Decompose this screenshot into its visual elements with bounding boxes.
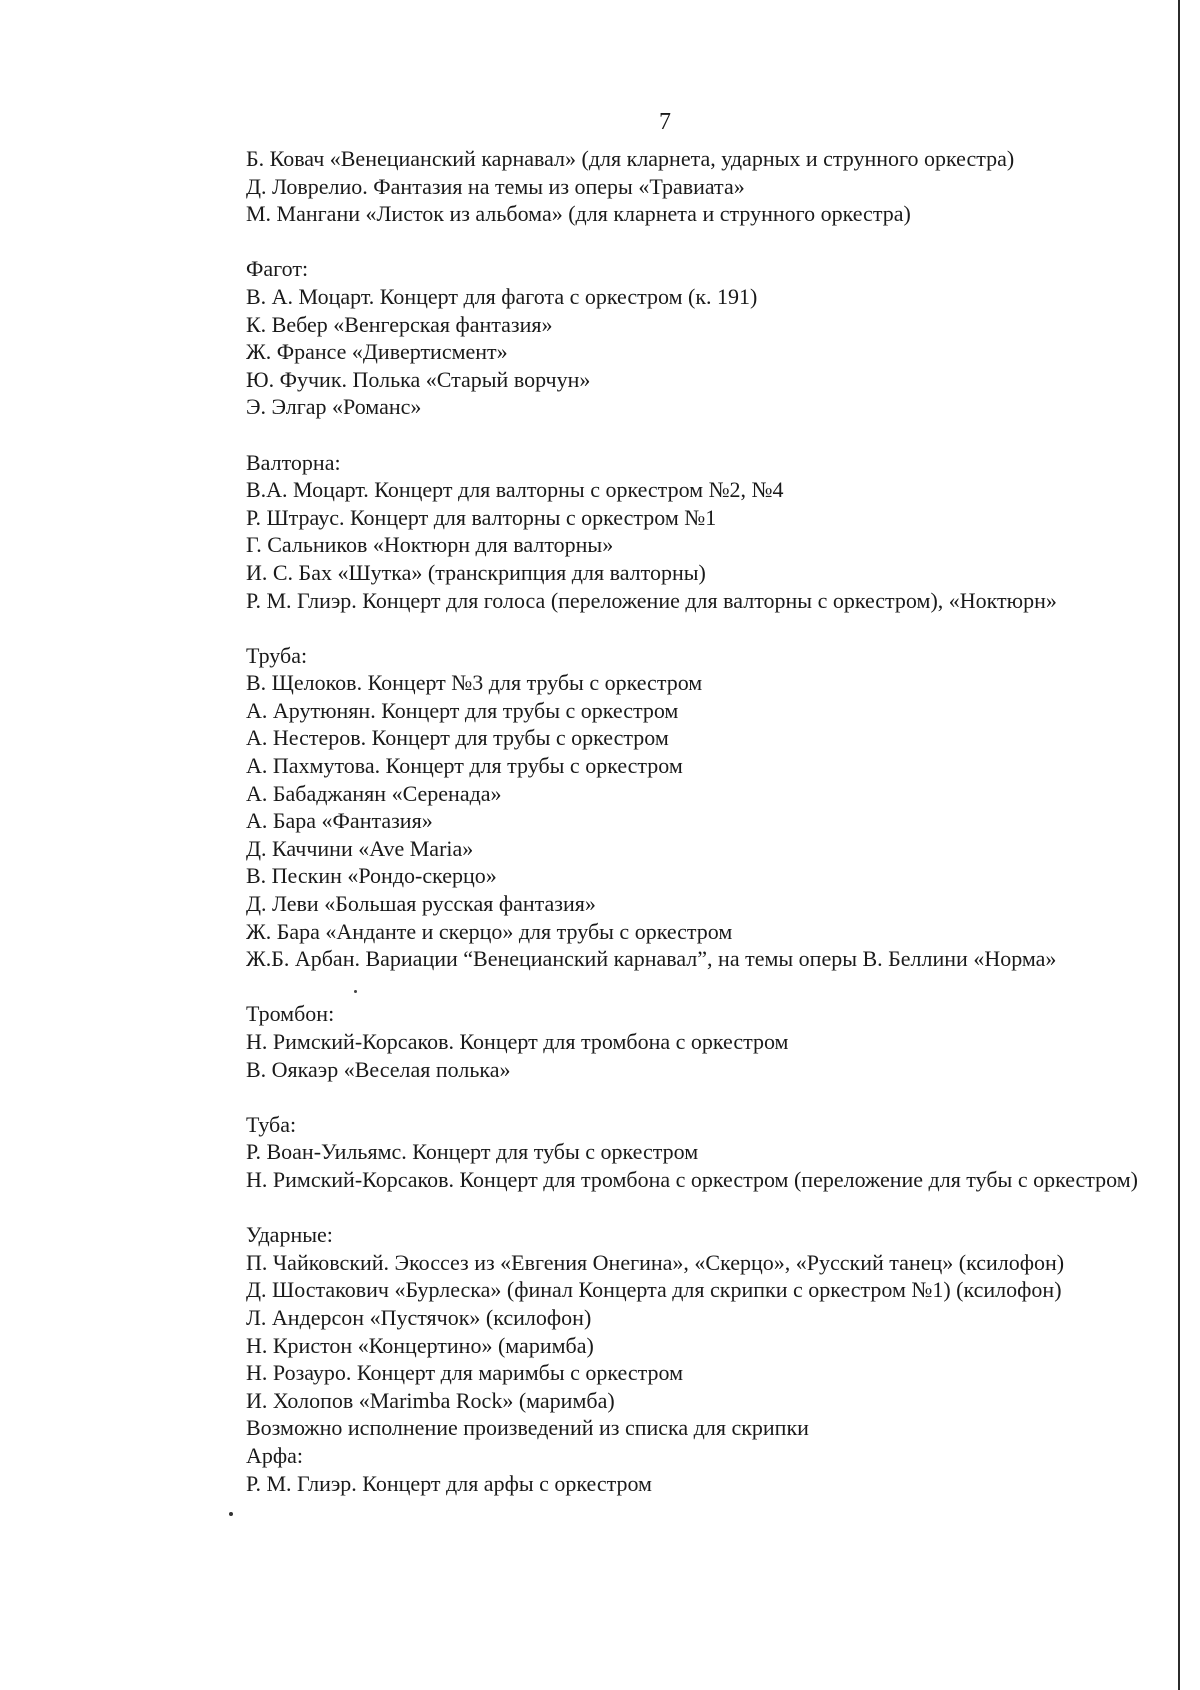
list-item: А. Бара «Фантазия» — [246, 808, 433, 834]
list-item: Б. Ковач «Венецианский карнавал» (для кларнета, ударных и струнного оркестра) — [246, 146, 1015, 171]
list-item: В. А. Моцарт. Концерт для фагота с оркестром (к. 191) — [246, 283, 758, 309]
list-item: Р. М. Глиэр. Концерт для арфы с оркестром — [246, 1470, 652, 1496]
list-item: Д. Ловрелио. Фантазия на темы из оперы «Травиата» — [246, 173, 745, 199]
list-item: Н. Кристон «Концертино» (маримба) — [246, 1332, 594, 1358]
list-item: В. Пескин «Рондо-скерцо» — [246, 863, 497, 889]
list-item: Ж.Б. Арбан. Вариации “Венецианский карнавал”, на темы оперы В. Беллини «Норма» — [246, 946, 1057, 972]
repertoire-list — [173, 145, 1143, 1497]
list-item: Р. М. Глиэр. Концерт для голоса (переложение для валторны с оркестром), «Ноктюрн» — [246, 587, 1057, 613]
list-item: Ю. Фучик. Полька «Старый ворчун» — [246, 366, 591, 392]
list-item: А. Бабаджанян «Серенада» — [246, 780, 502, 806]
list-item-wrapped: П. Чайковский. Экоссез из «Евгения Онегина», «Скерцо», «Русский танец» (ксилофон) — [246, 1249, 1065, 1275]
list-item: Р. Воан-Уильямс. Концерт для тубы с оркестром — [246, 1139, 699, 1165]
list-item: Д. Шостакович «Бурлеска» (финал Концерта для скрипки с оркестром №1) (ксилофон) — [246, 1277, 1062, 1303]
list-item: А. Арутюнян. Концерт для трубы с оркестром — [246, 697, 679, 723]
list-item: Д. Каччини «Ave Maria» — [246, 835, 474, 861]
page-number: 7 — [659, 109, 671, 135]
list-item: Л. Андерсон «Пустячок» (ксилофон) — [246, 1304, 592, 1330]
list-item: Ж. Франсе «Дивертисмент» — [246, 339, 508, 365]
section-heading-valtorna: Валторна: — [246, 449, 341, 475]
section-heading-trombon: Тромбон: — [246, 1001, 335, 1027]
list-item: И. Холопов «Marimba Rock» (маримба) — [246, 1387, 615, 1413]
list-item: Д. Леви «Большая русская фантазия» — [246, 891, 596, 917]
scan-speck — [354, 990, 357, 993]
section-heading-tuba: Туба: — [246, 1111, 297, 1137]
list-item: Н. Римский-Корсаков. Концерт для тромбона с оркестром — [246, 1029, 789, 1054]
list-item-wrapped: Н. Римский-Корсаков. Концерт для тромбона с оркестром (переложение для тубы с оркестром) — [246, 1166, 1139, 1192]
list-item: В. Оякаэр «Веселая полька» — [246, 1056, 511, 1082]
list-item: Р. Штраус. Концерт для валторны с оркестром №1 — [246, 504, 717, 530]
section-heading-truba: Труба: — [246, 642, 308, 668]
list-item: Г. Сальников «Ноктюрн для валторны» — [246, 532, 614, 558]
list-item: В.А. Моцарт. Концерт для валторны с оркестром №2, №4 — [246, 477, 784, 503]
section-heading-arfa: Арфа: — [246, 1442, 304, 1468]
scan-edge-line — [1178, 0, 1180, 1690]
scan-speck — [229, 1512, 233, 1516]
list-item: А. Нестеров. Концерт для трубы с оркестром — [246, 725, 669, 751]
section-heading-udarnye: Ударные: — [246, 1222, 333, 1248]
list-item: И. С. Бах «Шутка» (транскрипция для валторны) — [246, 559, 706, 585]
list-item: Э. Элгар «Романс» — [246, 394, 422, 420]
list-item: К. Вебер «Венгерская фантазия» — [246, 311, 553, 337]
list-item: В. Щелоков. Концерт №3 для трубы с оркестром — [246, 670, 703, 696]
list-item: Н. Розауро. Концерт для маримбы с оркестром — [246, 1360, 683, 1386]
list-item: Ж. Бара «Анданте и скерцо» для трубы с оркестром — [246, 918, 733, 944]
section-heading-fagot: Фагот: — [246, 256, 309, 282]
list-note: Возможно исполнение произведений из списка для скрипки — [246, 1415, 809, 1441]
list-item: А. Пахмутова. Концерт для трубы с оркестром — [246, 753, 683, 779]
list-item: М. Мангани «Листок из альбома» (для кларнета и струнного оркестра) — [246, 201, 911, 227]
